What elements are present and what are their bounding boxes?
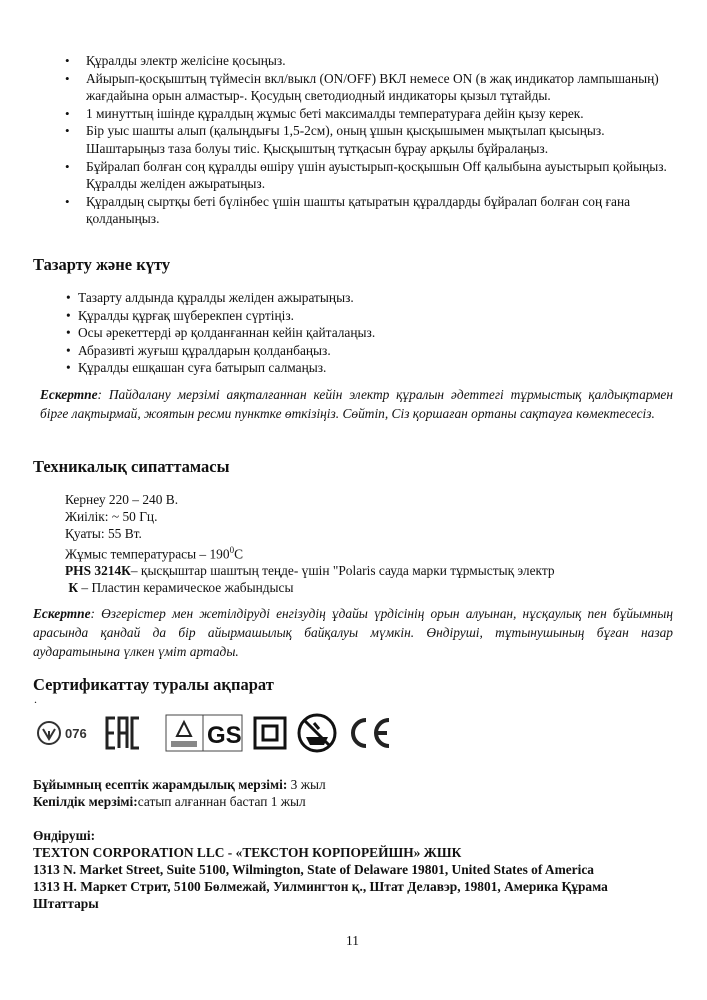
spec-frequency: Жиілік: ~ 50 Гц. — [65, 509, 158, 524]
list-item: • Айырып-қосқыштың түймесін вкл/выкл (ON/OFF) ВКЛ немесе ON (в жақ индикатор лампышаның) жағдайына орын алмастыр-. Қосудың светодиодный индикаторы қызыл тұтайды. — [62, 70, 682, 105]
list-item: • Құралдың сыртқы беті бүлінбес үшін шашты қатыратын құралдарды бұйралап болған соң ғана қолданыңыз. — [62, 193, 682, 228]
list-item: • Бір уыс шашты алып (қалыңдығы 1,5-2см), оның ұшын қысқышымен мықтылап қысыңыз. Шаштарыңыз таза болуы тиіс. Қысқыштың тұтқасын бұрау арқылы бұйралаңыз. — [62, 122, 682, 157]
cleaning-list — [66, 289, 375, 377]
list-item: • Құралды құрғақ шүберекпен сүртіңіз. — [66, 307, 375, 325]
spec-temperature: Жұмыс температурасы – $190^0С$ — [65, 545, 243, 562]
specs-list — [65, 491, 665, 596]
list-item: • Бұйралап болған соң құралды өшіру үшін ауыстырып-қосқышын Off қалыбына ауыстырып қойыңыз. Құралды желіден ажыратыңыз. — [62, 158, 682, 193]
list-item: • Құралды ешқашан суға батырып салмаңыз. — [66, 359, 375, 377]
do-not-immerse-icon — [297, 713, 337, 753]
page-number: 11 — [346, 933, 359, 948]
eac-icon — [105, 716, 141, 750]
double-insulation-icon — [253, 716, 287, 750]
usage-instructions — [62, 52, 682, 228]
manufacturer-info — [33, 827, 673, 912]
manufacturer-label: Өндіруші: — [33, 828, 96, 843]
product-life-info: Бұйымның есептік жарамдылық мерзімі: 3 жыл Кепілдік мерзімі:сатып алғаннан бастап 1 жыл — [33, 777, 326, 809]
note-text: : Өзгерістер мен жетілдіруді енгізудің ұдайы үрдісінің орын алуынан, нұсқаулық пен бұйымның арасында қандай да бір айырмашылық байқалуы мүмкін. Өндіруші, тұтынушының бұған назар аударатынына үлкен үміт артады. — [33, 606, 673, 659]
svg-text:GS: GS — [206, 722, 242, 749]
dot: . — [34, 692, 37, 706]
spec-coating: К – Пластин керамическое жабындысы — [68, 580, 294, 596]
section-title-certification: Сертификаттау туралы ақпарат — [33, 675, 274, 694]
ce-mark-icon — [347, 716, 393, 750]
manufacturer-name: TEXTON CORPORATION LLC - «ТЕКСТОН КОРПОРЕЙШН» ЖШК — [33, 845, 462, 860]
manufacturer-address-kk: 1313 Н. Маркет Стрит, 5100 Бөлмежай, Уилмингтон қ., Штат Делавэр, 19801, Америка Құрама Штаттары — [33, 879, 608, 911]
list-item: • Құралды электр желісіне қосыңыз. — [62, 52, 682, 70]
certification-logos — [36, 710, 393, 756]
list-item: • 1 минуттың ішінде құралдың жұмыс беті максималды температураға дейін қызу керек. — [62, 105, 682, 123]
note-text: : Пайдалану мерзімі аяқталғаннан кейін электр құралын әдеттегі тұрмыстық қалдықтармен бірге лақтырмай, жоятын ресми пунктке өткізіңіз. Сөйтіп, Сіз қоршаған ортаны сақтауға көмектесесіз. — [40, 387, 673, 421]
spec-power: Қуаты: 55 Вт. — [65, 526, 142, 541]
note-label: Ескертпе — [33, 606, 91, 621]
list-item: • Тазарту алдында құралды желіден ажыратыңыз. — [66, 289, 375, 307]
tuv-gs-icon — [165, 714, 243, 752]
section-title-specs: Техникалық сипаттамасы — [33, 457, 230, 476]
disposal-note — [40, 385, 673, 423]
list-item: • Осы әрекеттерді әр қолданғаннан кейін қайталаңыз. — [66, 324, 375, 342]
changes-note — [33, 604, 673, 661]
list-item: • Абразивті жуғыш құралдарын қолданбаңыз. — [66, 342, 375, 360]
ua-certification-icon: 076 — [36, 720, 87, 746]
manufacturer-address-en: 1313 N. Market Street, Suite 5100, Wilmington, State of Delaware 19801, United States of America — [33, 862, 594, 877]
section-title-cleaning: Тазарту және күту — [33, 255, 171, 274]
spec-voltage: Кернеу 220 – 240 В. — [65, 492, 179, 507]
spec-model: PHS 3214К– қысқыштар шаштың теңде- үшін "Polaris сауда марки тұрмыстық электр — [65, 563, 555, 579]
note-label: Ескертпе — [40, 387, 98, 402]
